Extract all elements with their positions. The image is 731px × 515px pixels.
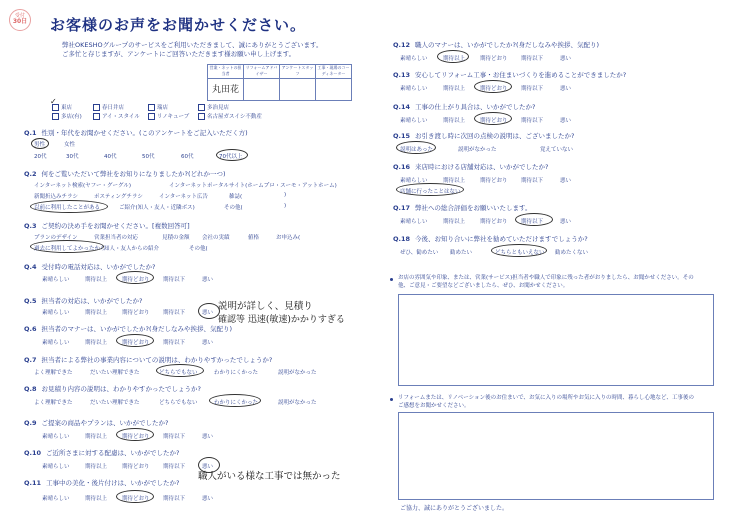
scale-option[interactable]: 期待どおり — [122, 340, 150, 346]
option[interactable]: 会社の実績 — [202, 235, 230, 241]
option[interactable]: どちらともいえない — [495, 250, 545, 256]
option[interactable]: 雑誌( — [229, 194, 243, 200]
question-q5: Q.5 担当者の対応は、いかがでしたか? — [24, 297, 143, 305]
option[interactable]: 期待以下 — [521, 178, 544, 184]
bullet-icon — [390, 278, 393, 281]
scale-option[interactable]: 期待以下 — [163, 496, 186, 502]
scale-option[interactable]: 期待以上 — [443, 56, 466, 62]
closing-text: ご協力、誠にありがとうございました。 — [400, 505, 509, 512]
scale-option[interactable]: 素晴らしい — [42, 496, 70, 502]
scale-option[interactable]: わかりにくかった — [214, 370, 259, 376]
received-stamp: 受付 30日 — [9, 9, 31, 31]
scale-option[interactable]: 素晴らしい — [400, 219, 428, 225]
handwritten-comment: 説明が詳しく、見積り — [218, 301, 313, 312]
scale-option[interactable]: どちらでもない — [159, 370, 198, 376]
option[interactable]: 勧めたい — [450, 250, 473, 256]
scale-option[interactable]: 期待どおり — [480, 118, 508, 124]
staff-header: リフォームアドバイザー — [244, 65, 280, 78]
scale-option[interactable]: 悪い — [202, 340, 214, 346]
scale-option[interactable]: よく理解できた — [34, 370, 73, 376]
scale-option[interactable]: だいたい理解できた — [90, 370, 140, 376]
handwritten-comment: 確認等 迅速(敏速)かかりすぎる — [218, 315, 345, 325]
option-gender[interactable]: 女性 — [64, 142, 76, 148]
scale-option[interactable]: 素晴らしい — [42, 310, 70, 316]
question-q1: Q.1 性別・年代をお聞かせください。(このアンケートをご記入いただく方) — [24, 129, 248, 137]
staff-handwritten-name: 丸田花 — [212, 85, 240, 95]
question-q16: Q.16 来店時における店舗対応は、いかがでしたか? — [393, 163, 549, 171]
option[interactable]: 値格 — [248, 235, 260, 241]
scale-option[interactable]: 期待以上 — [443, 118, 466, 124]
scale-option[interactable]: 期待以下 — [163, 434, 186, 440]
option[interactable]: お申込み( — [276, 235, 301, 241]
option[interactable]: ポスティングチラシ — [94, 194, 143, 200]
scale-option[interactable]: 素晴らしい — [42, 434, 70, 440]
option[interactable]: その他( — [224, 205, 243, 211]
option-age[interactable]: 60代 — [181, 154, 194, 160]
option[interactable]: 素晴らしい — [400, 178, 428, 184]
question-q4: Q.4 受付時の電話対応は、いかがでしたか? — [24, 263, 156, 271]
scale-option[interactable]: どちらでもない — [159, 400, 198, 406]
scale-option[interactable]: 期待どおり — [480, 86, 508, 92]
scale-option[interactable]: 期待以下 — [521, 86, 544, 92]
option[interactable]: 店舗に行ったことはない — [400, 189, 461, 195]
scale-option[interactable]: 素晴らしい — [42, 464, 70, 470]
option-age[interactable]: 40代 — [104, 154, 117, 160]
scale-option[interactable]: 悪い — [202, 464, 214, 470]
option[interactable]: その他( — [189, 246, 208, 252]
scale-option[interactable]: 悪い — [202, 434, 214, 440]
option[interactable]: 勧めたくない — [555, 250, 589, 256]
option[interactable]: 悪い — [560, 178, 572, 184]
question-q6: Q.6 担当者のマナーは、いかがでしたか?(身だしなみや挨拶、気配り) — [24, 325, 233, 333]
scale-option[interactable]: 期待どおり — [122, 434, 150, 440]
handwritten-comment: 職人がいる様な工事では無かった — [198, 471, 341, 482]
service-checkbox[interactable]: アイ・スタイル — [93, 112, 140, 120]
option[interactable]: 期待どおり — [480, 178, 508, 184]
scale-option[interactable]: 悪い — [560, 56, 572, 62]
option[interactable]: インターネット広告 — [159, 194, 209, 200]
scale-option[interactable]: 期待どおり — [122, 464, 150, 470]
question-q11: Q.11 工事中の美化・後片付けは、いかがでしたか? — [24, 479, 180, 487]
check-mark-icon: ✓ — [50, 97, 57, 106]
option[interactable]: インターネットポータルサイト(ホームプロ・スーモ・アットホーム) — [169, 183, 337, 189]
question-q18: Q.18 今後、お知り合いに弊社を勧めていただけますでしょうか? — [393, 235, 588, 243]
scale-option[interactable]: 期待どおり — [122, 277, 150, 283]
comment-prompt-1: お店の雰囲気や印象、または、営業(サービス)担当者や職人で印象に残った者がおりましたら、お聞かせください。その他、ご意見・ご要望などございましたら、ぜひ、お聞かせください。 — [398, 275, 694, 289]
question-q15: Q.15 お引き渡し時に次回の点検の説明は、ございましたか? — [393, 132, 575, 140]
comment-box-1[interactable] — [398, 294, 714, 386]
service-checkbox[interactable]: 多治見店 — [198, 103, 229, 111]
question-q8: Q.8 お見積り内容の説明は、わかりやすかったでしょうか? — [24, 385, 201, 393]
scale-option[interactable]: 期待以上 — [85, 434, 108, 440]
question-q9: Q.9 ご提案の商品やプランは、いかがでしたか? — [24, 419, 169, 427]
option[interactable]: 見積の金額 — [162, 235, 190, 241]
scale-option[interactable]: 期待どおり — [480, 219, 508, 225]
option[interactable]: 新聞折込みチラシ — [34, 194, 79, 200]
scale-option[interactable]: 素晴らしい — [400, 118, 428, 124]
scale-option[interactable]: 期待どおり — [122, 496, 150, 502]
page-title: お客様のお声をお聞かせください。 — [50, 16, 307, 34]
option[interactable]: 以前に利用したことがある — [34, 205, 101, 211]
service-checkbox[interactable]: 春日井店 — [93, 103, 124, 111]
option: ) — [284, 203, 287, 209]
scale-option[interactable]: 期待以上 — [85, 496, 108, 502]
staff-header: 工事・現場のコーディネーター — [317, 65, 350, 76]
scale-option[interactable]: 期待以下 — [521, 56, 544, 62]
scale-option[interactable]: 期待以下 — [163, 277, 186, 283]
scale-option[interactable]: 説明がなかった — [278, 400, 317, 406]
scale-option[interactable]: 悪い — [202, 496, 214, 502]
option[interactable]: 期待以上 — [443, 178, 466, 184]
scale-option[interactable]: 悪い — [202, 277, 214, 283]
bullet-icon — [390, 398, 393, 401]
option: ) — [284, 192, 287, 198]
comment-prompt-2: リフォームまたは、リノベーション後のお住まいで、お気に入りの場所やお気に入りの時間、暮らし心地など、工事後のご感想をお聞かせください。 — [398, 395, 694, 409]
service-checkbox[interactable]: 多店(有) — [52, 112, 82, 120]
comment-box-2[interactable] — [398, 412, 714, 500]
option[interactable]: 説明がなかった — [458, 147, 497, 153]
service-checkbox[interactable]: 名古屋ガスイシ不動産 — [198, 112, 262, 120]
staff-header: 営業・ネットの担当者 — [208, 65, 244, 78]
scale-option[interactable]: 素晴らしい — [400, 86, 428, 92]
option[interactable]: ぜひ、勧めたい — [400, 250, 439, 256]
scale-option[interactable]: 期待以下 — [521, 118, 544, 124]
question-q17: Q.17 弊社への総合評価をお願いいたします。 — [393, 204, 532, 212]
scale-option[interactable]: 悪い — [560, 118, 572, 124]
scale-option[interactable]: 期待どおり — [480, 56, 508, 62]
scale-option[interactable]: 素晴らしい — [42, 277, 70, 283]
scale-option[interactable]: 悪い — [560, 219, 572, 225]
option[interactable]: 過去に利用してよかったから — [34, 246, 106, 252]
option-age[interactable]: 20代 — [34, 154, 47, 160]
option-age[interactable]: 30代 — [66, 154, 79, 160]
service-checkbox[interactable]: 瑞店 — [148, 103, 168, 111]
scale-option[interactable]: 期待以下 — [163, 464, 186, 470]
scale-option[interactable]: わかりにくかった — [214, 400, 259, 406]
option[interactable]: 説明はあった — [400, 147, 433, 153]
option-age[interactable]: 70代以上 — [219, 154, 243, 160]
service-checkbox[interactable]: 東店 — [52, 103, 72, 111]
question-q12: Q.12 職人のマナーは、いかがでしたか?(身だしなみや挨拶、気配り) — [393, 41, 600, 49]
question-q7: Q.7 担当者による弊社の事業内容についての説明は、わかりやすかったでしょうか? — [24, 356, 273, 364]
question-q14: Q.14 工事の仕上がり具合は、いかがでしたか? — [393, 103, 536, 111]
scale-option[interactable]: 期待以下 — [163, 340, 186, 346]
option[interactable]: 知人・友人からの紹介 — [104, 246, 160, 252]
question-q3: Q.3 ご契約の決め手をお聞かせください。[複数回答可] — [24, 222, 190, 230]
scale-option[interactable]: 素晴らしい — [42, 340, 70, 346]
scale-option[interactable]: 素晴らしい — [400, 56, 428, 62]
service-checkbox[interactable]: リノキューブ — [148, 112, 189, 120]
question-q2: Q.2 何をご覧いただいて弊社をお知りになりましたか?(どれか一つ) — [24, 170, 226, 178]
scale-option[interactable]: 期待以上 — [85, 277, 108, 283]
scale-option[interactable]: 説明がなかった — [278, 370, 317, 376]
scale-option[interactable]: 期待以上 — [85, 310, 108, 316]
option[interactable]: 覚えていない — [540, 147, 574, 153]
scale-option[interactable]: 期待どおり — [122, 310, 150, 316]
option-age[interactable]: 50代 — [142, 154, 155, 160]
scale-option[interactable]: 期待以上 — [443, 219, 466, 225]
question-q10: Q.10 ご近所さまに対する配慮は、いかがでしたか? — [24, 449, 180, 457]
scale-option[interactable]: よく理解できた — [34, 400, 73, 406]
scale-option[interactable]: 悪い — [560, 86, 572, 92]
intro-text: 弊社OKESHOグループのサービスをご利用いただきまして、誠にありがとうございます。 ご多忙と存じますが、アンケートにご回答いただきます様お願い申し上げます。 — [62, 41, 323, 58]
staff-header: アンケートスタッフ — [280, 65, 316, 78]
scale-option[interactable]: 期待以下 — [521, 219, 544, 225]
scale-option[interactable]: 期待以上 — [443, 86, 466, 92]
option[interactable]: 営業担当者の対応 — [94, 235, 139, 241]
option-gender[interactable]: 男性 — [34, 142, 46, 148]
scale-option[interactable]: 期待以上 — [85, 464, 108, 470]
option[interactable]: プランのデザイン — [34, 235, 78, 241]
question-q13: Q.13 安心してリフォーム工事・お住まいづくりを進めることができましたか? — [393, 71, 627, 79]
scale-option[interactable]: だいたい理解できた — [90, 400, 140, 406]
option[interactable]: インターネット検索(ヤフー・グーグル) — [34, 183, 131, 189]
scale-option[interactable]: 期待以上 — [85, 340, 108, 346]
scale-option[interactable]: 悪い — [202, 310, 214, 316]
option[interactable]: ご紹介(知人・友人・近隣ボス) — [119, 205, 195, 211]
scale-option[interactable]: 期待以下 — [163, 310, 186, 316]
